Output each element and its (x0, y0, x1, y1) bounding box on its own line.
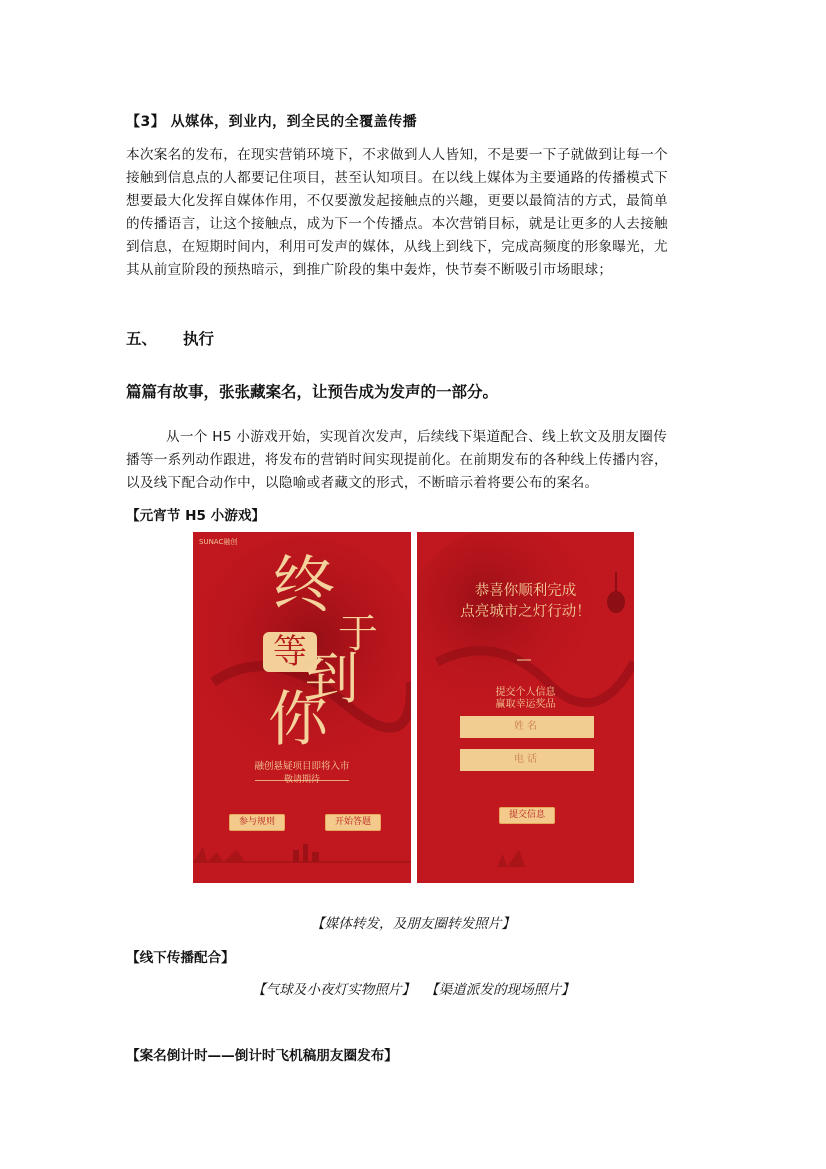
section-title: 执行 (183, 330, 215, 348)
info-prompt: 提交个人信息 (495, 687, 556, 698)
lead-heading: 篇篇有故事，张张藏案名，让预告成为发声的一部分。 (126, 383, 499, 401)
countdown-heading: 【案名倒计时——倒计时飞机稿朋友圈发布】 (126, 1048, 398, 1064)
title-char: 你 (268, 685, 328, 755)
title-char: 到 (303, 647, 359, 712)
title-char-highlight: 等 (263, 632, 317, 672)
section-number: 五、 (126, 330, 158, 348)
congrats-line: 点亮城市之灯行动！ (460, 604, 591, 620)
paragraph-line: 到信息，在短期时间内，利用可发声的媒体，从线上到线下，完成高频度的形象曝光，尤 (126, 239, 668, 255)
congrats-line: 恭喜你顺利完成 (474, 583, 577, 599)
paragraph-line: 本次案名的发布，在现实营销环境下，不求做到人人皆知，不是要一下子就做到让每一个 (126, 147, 668, 163)
info-prompt: 赢取幸运奖品 (495, 699, 556, 710)
rules-button[interactable]: 参与规则 (229, 814, 285, 831)
image-caption: 【气球及小夜灯实物照片】 (252, 982, 416, 998)
brand-logo: SUNAC融创 (199, 538, 238, 546)
paragraph-line: 的传播语言，让这个接触点，成为下一个传播点。本次营销目标，就是让更多的人去接触 (126, 216, 668, 232)
poster-h5-result (417, 532, 634, 883)
h5-heading: 【元宵节 H5 小游戏】 (126, 508, 266, 524)
section5-paragraph (126, 426, 706, 495)
poster-h5-cover (193, 532, 411, 883)
image-caption: 【渠道派发的现场照片】 (425, 982, 575, 998)
paragraph-line: 从一个 H5 小游戏开始，实现首次发声，后续线下渠道配合、线上软文及朋友圈传 (166, 429, 668, 445)
image-caption: 【媒体转发，及朋友圈转发照片】 (311, 916, 515, 932)
title-char: 于 (338, 611, 378, 657)
paragraph-line: 播等一系列动作跟进，将发布的营销时间实现提前化。在前期发布的各种线上传播内容， (126, 452, 668, 468)
start-quiz-button[interactable]: 开始答题 (325, 814, 381, 831)
section-heading: 【3】 从媒体，到业内，到全民的全覆盖传播 (126, 114, 418, 130)
phone-field[interactable]: 电话 (460, 749, 594, 771)
paragraph-line: 以及线下配合动作中，以隐喻或者藏文的形式，不断暗示着将要公布的案名。 (126, 475, 599, 491)
submit-button[interactable]: 提交信息 (499, 807, 555, 824)
poster-subtitle: 融创悬疑项目即将入市 (254, 761, 350, 772)
offline-heading: 【线下传播配合】 (126, 950, 235, 966)
poster-subtitle-2: 敬请期待 (283, 775, 320, 785)
paragraph-line: 想要最大化发挥自媒体作用，不仅要激发起接触点的兴趣，更要以最简洁的方式，最简单 (126, 193, 668, 209)
paragraph-line: 接触到信息点的人都要记住项目，甚至认知项目。在以线上媒体为主要通路的传播模式下 (126, 170, 668, 186)
paragraph-line: 其从前宣阶段的预热暗示，到推广阶段的集中轰炸，快节奏不断吸引市场眼球； (126, 262, 613, 278)
name-field[interactable]: 姓名 (460, 716, 594, 738)
section3-paragraph (126, 144, 706, 282)
title-char: 终 (273, 548, 336, 621)
